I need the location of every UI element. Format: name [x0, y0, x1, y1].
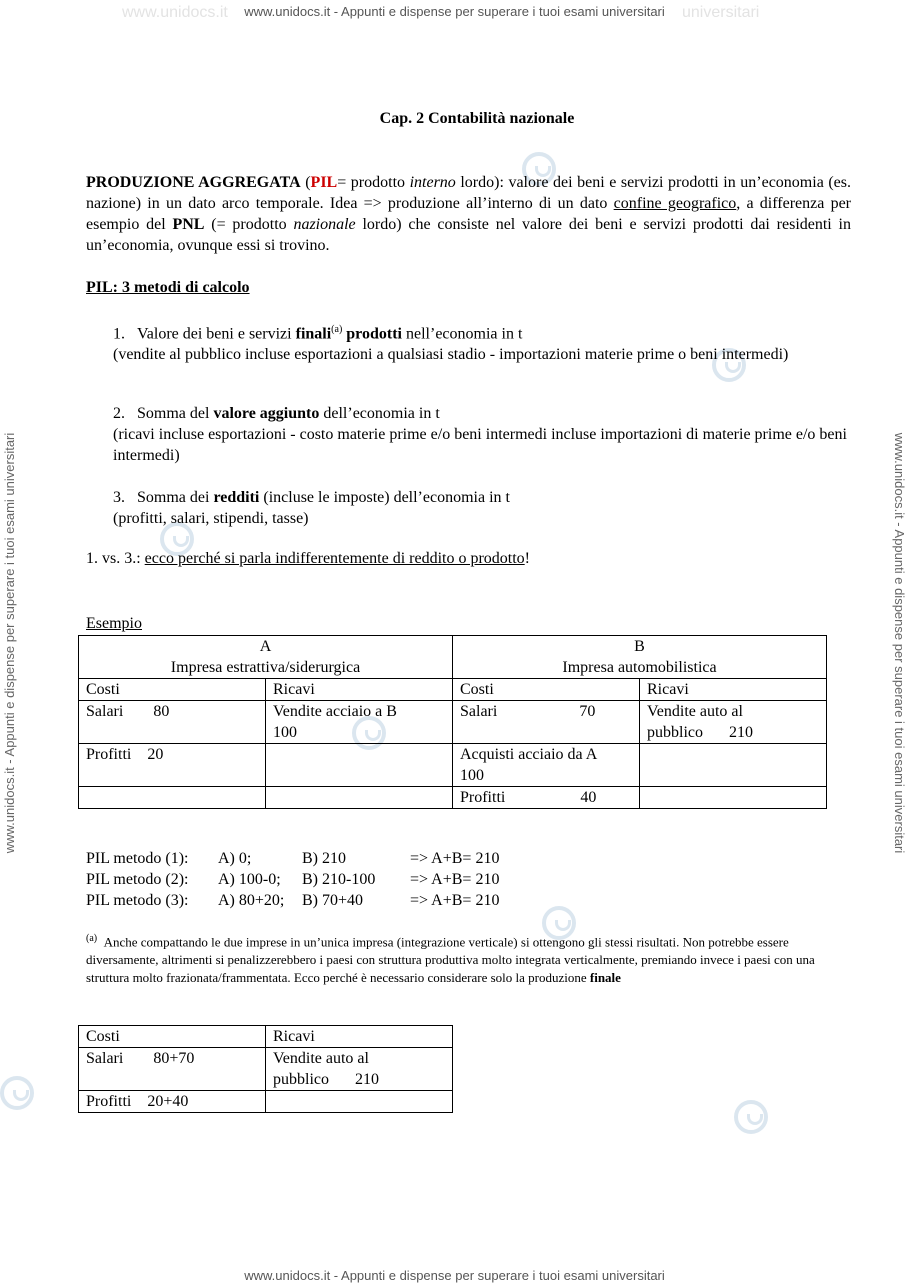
- merged-ricavi-cell: Vendite auto al pubblico 210: [266, 1048, 453, 1091]
- method-item-3: [113, 487, 853, 529]
- watermark-bottom: www.unidocs.it - Appunti e dispense per superare i tuoi esami universitari: [244, 1268, 665, 1283]
- pil-line-result: => A+B= 210: [410, 871, 500, 888]
- pil-line-b: B) 210-100: [302, 871, 376, 888]
- merged-empty-cell: [266, 1091, 453, 1113]
- intro-text: , a differenza per esempio del: [86, 195, 851, 233]
- pil-term: PIL: [310, 174, 338, 191]
- comparison-suffix: !: [524, 550, 530, 567]
- comparison-line: [86, 550, 530, 568]
- intro-paragraph: [86, 172, 851, 256]
- b-salari-cell: Salari 70: [453, 701, 640, 744]
- method-bold: valore aggiunto: [213, 405, 320, 422]
- watermark-ghost-right: universitari: [682, 4, 760, 21]
- b-costi-header: Costi: [453, 679, 640, 701]
- header-b: B Impresa automobilistica: [453, 636, 827, 679]
- example-label: Esempio: [86, 615, 142, 632]
- footnote-ref: (a): [331, 324, 343, 335]
- a-empty-cell: [266, 744, 453, 787]
- merged-profitti-cell: Profitti 20+40: [79, 1091, 266, 1113]
- method-number: 2.: [113, 405, 125, 422]
- merged-table: [78, 1025, 453, 1113]
- method-text: Somma dei: [137, 489, 214, 506]
- intro-nazionale: nazionale: [293, 216, 356, 233]
- method-item-1: [113, 319, 853, 365]
- watermark-ghost-left: www.unidocs.it: [122, 4, 228, 21]
- intro-text: (= prodotto: [204, 216, 294, 233]
- pnl-term: PNL: [172, 216, 205, 233]
- intro-heading: PRODUZIONE AGGREGATA: [86, 174, 301, 191]
- method-text: Valore dei beni e servizi: [137, 325, 296, 343]
- example-table: [78, 635, 827, 809]
- b-ricavi-cell: Vendite auto al pubblico 210: [640, 701, 827, 744]
- b-empty-cell: [640, 787, 827, 809]
- a-costi-header: Costi: [79, 679, 266, 701]
- pil-line-result: => A+B= 210: [410, 850, 500, 867]
- method-text: dell’economia in t: [319, 405, 440, 422]
- a-ricavi-header: Ricavi: [266, 679, 453, 701]
- intro-text: lordo): valore dei beni e servizi prodotti in un’economia (es. nazione) in un dato arco temporale. Idea => produzione all’interno di un dato: [86, 174, 852, 212]
- a-salari-cell: Salari 80: [79, 701, 266, 744]
- footnote: [86, 930, 836, 987]
- confine-geografico: confine geografico: [613, 195, 737, 212]
- b-empty-cell: [640, 744, 827, 787]
- footnote-text: Anche compattando le due imprese in un’unica impresa (integrazione verticale) si ottengono gli stessi risultati. Non potrebbe essere diversamente, altrimenti si penalizzerebbero i paesi con struttura produttiva molto integrata verticalmente, premiando invece i paesi con una struttura molto frazionata/frammentata. Ecco perché è necessario considerare solo la produzione: [86, 934, 815, 986]
- page-title: Cap. 2 Contabilità nazionale: [379, 110, 575, 127]
- method-bold: prodotti: [342, 325, 402, 343]
- pil-line-a: A) 80+20;: [218, 892, 285, 909]
- b-profitti-cell: Profitti 40: [453, 787, 640, 809]
- method-bold: finali: [295, 325, 332, 343]
- intro-text: lordo) che consiste nel valore dei beni e servizi prodotti dai residenti in un’economia, ovunque essi si trovino.: [86, 216, 851, 254]
- merged-costi-header: Costi: [79, 1026, 266, 1048]
- intro-text: (: [300, 174, 311, 191]
- watermark-left: www.unidocs.it - Appunti e dispense per superare i tuoi esami universitari: [2, 432, 17, 854]
- methods-heading: PIL: 3 metodi di calcolo: [86, 279, 250, 296]
- footnote-mark: (a): [86, 933, 98, 944]
- method-detail: (ricavi incluse esportazioni - costo materie prime e/o beni intermedi incluse importazioni di materie prime e/o beni intermedi): [113, 426, 847, 464]
- pil-line-label: PIL metodo (1):: [86, 850, 189, 867]
- a-ricavi-cell: Vendite acciaio a B 100: [266, 701, 453, 744]
- pil-line-a: A) 0;: [218, 850, 252, 867]
- a-empty-cell: [266, 787, 453, 809]
- intro-interno: interno: [409, 174, 456, 191]
- pil-line-result: => A+B= 210: [410, 892, 500, 909]
- header-a: A Impresa estrattiva/siderurgica: [79, 636, 453, 679]
- a-profitti-cell: Profitti 20: [79, 744, 266, 787]
- method-detail: (profitti, salari, stipendi, tasse): [113, 510, 309, 527]
- pil-line-a: A) 100-0;: [218, 871, 281, 888]
- pil-line-label: PIL metodo (2):: [86, 871, 189, 888]
- watermark-top: www.unidocs.it - Appunti e dispense per superare i tuoi esami universitari: [244, 4, 665, 19]
- unidocs-logo-icon: [734, 1100, 768, 1134]
- b-acquisti-cell: Acquisti acciaio da A 100: [453, 744, 640, 787]
- comparison-prefix: 1. vs. 3.:: [86, 550, 145, 567]
- comparison-underlined: ecco perché si parla indifferentemente di reddito o prodotto: [144, 550, 525, 567]
- method-detail: (vendite al pubblico incluse esportazioni a qualsiasi stadio - importazioni materie prime o beni intermedi): [113, 346, 789, 364]
- method-text: Somma del: [137, 405, 214, 422]
- method-bold: redditi: [213, 489, 260, 506]
- watermark-right: www.unidocs.it - Appunti e dispense per superare i tuoi esami universitari: [892, 432, 907, 854]
- pil-line-label: PIL metodo (3):: [86, 892, 189, 909]
- method-text: (incluse le imposte) dell’economia in t: [259, 489, 510, 506]
- footnote-bold: finale: [589, 970, 621, 986]
- method-number: 3.: [113, 489, 125, 506]
- pil-line-b: B) 70+40: [302, 892, 364, 909]
- method-number: 1.: [113, 325, 125, 343]
- pil-line-b: B) 210: [302, 850, 346, 867]
- unidocs-logo-icon: [0, 1076, 34, 1110]
- a-empty-cell: [79, 787, 266, 809]
- merged-salari-cell: Salari 80+70: [79, 1048, 266, 1091]
- intro-text: = prodotto: [337, 174, 410, 191]
- b-ricavi-header: Ricavi: [640, 679, 827, 701]
- merged-ricavi-header: Ricavi: [266, 1026, 453, 1048]
- method-item-2: [113, 403, 853, 466]
- method-text: nell’economia in t: [402, 325, 523, 343]
